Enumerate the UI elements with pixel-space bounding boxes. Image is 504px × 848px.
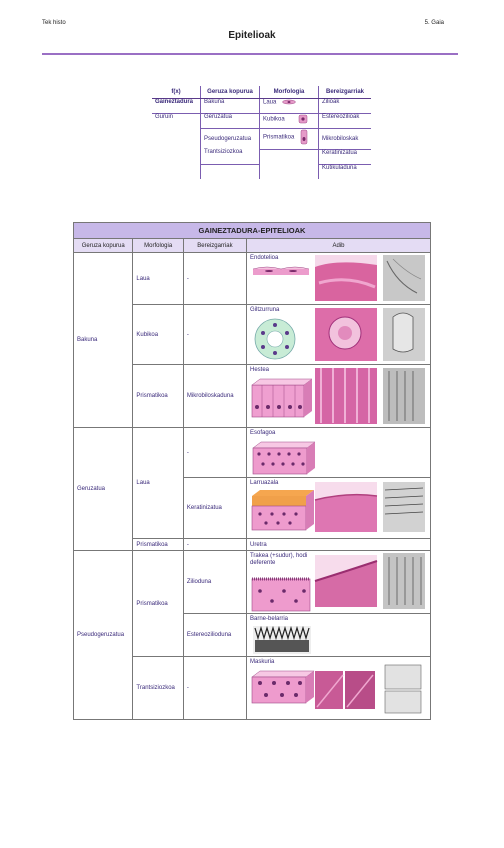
col-bereizgarriak: Bereizgarriak [183, 239, 246, 253]
row-ber: - [183, 539, 246, 551]
row-morf: Kubikoa [133, 305, 183, 365]
summary-geruza-pseudo: Pseudogeruzatua [201, 129, 260, 150]
row-morf: Prismatikoa [133, 365, 183, 428]
row-morf: Laua [133, 253, 183, 305]
example-trakea: Trakea (+sudur), hodi deferente [246, 551, 430, 614]
group-pseudogeruzatua: Pseudogeruzatua [74, 551, 133, 720]
example-maskuria: Maskuria [246, 657, 430, 720]
row-morf: Laua [133, 428, 183, 539]
summary-header-fx: f(x) [152, 86, 201, 99]
summary-table [152, 86, 371, 179]
summary-header-morfologia: Morfologia [260, 86, 319, 99]
summary-ber-keratinizatua: Keratinizatua [319, 149, 372, 164]
group-geruzatua: Geruzatua [74, 428, 133, 551]
row-ber: Mikrobiloskaduna [183, 365, 246, 428]
col-morfologia: Morfologia [133, 239, 183, 253]
summary-header-bereizgarriak: Bereizgarriak [319, 86, 372, 99]
epithelia-table [73, 222, 431, 720]
col-geruza: Geruza kopurua [74, 239, 133, 253]
summary-ber-mikrobiloskak: Mikrobiloskak [319, 129, 372, 150]
summary-fx-gaineztadura: Gaineztadura [152, 99, 201, 114]
cuboidal-cell-icon [298, 114, 308, 124]
summary-geruza-geruzatua: Geruzatua [201, 114, 260, 129]
row-ber: Keratinizatua [183, 478, 246, 539]
example-barne-belarria: Barne-belarria [246, 614, 430, 657]
example-giltzurruna: Giltzurruna [246, 305, 430, 365]
columnar-cell-icon [300, 129, 308, 145]
squamous-cell-icon [282, 99, 296, 105]
row-ber: - [183, 253, 246, 305]
example-esofagoa: Esofagoa [246, 428, 430, 478]
summary-ber-zilioak: Zilioak [319, 99, 372, 114]
row-ber: Estereozilioduna [183, 614, 246, 657]
summary-header-geruza: Geruza kopurua [201, 86, 260, 99]
summary-ber-kutikuladuna: Kutikuladuna [319, 164, 372, 179]
summary-morf-prismatikoa: Prismatikoa [260, 129, 319, 150]
row-morf: Prismatikoa [133, 551, 183, 657]
summary-geruza-bakuna: Bakuna [201, 99, 260, 114]
page-title: Epitelioak [228, 30, 276, 41]
group-bakuna: Bakuna [74, 253, 133, 428]
col-adib: Adib [246, 239, 430, 253]
header-course: Tek histo [42, 20, 66, 26]
row-ber: - [183, 428, 246, 478]
summary-geruza-trantsiziozkoa: Trantsiziozkoa [201, 149, 260, 164]
title-divider [42, 53, 458, 55]
summary-ber-estereozilioak: Estereozilioak [319, 114, 372, 129]
example-endotelioa: Endotelioa [246, 253, 430, 305]
row-ber: Zilioduna [183, 551, 246, 614]
example-larruazala: Larruazala [246, 478, 430, 539]
summary-morf-kubikoa: Kubikoa [260, 114, 319, 129]
table-caption: GAINEZTADURA-EPITELIOAK [74, 223, 431, 239]
bladder-images [247, 657, 430, 719]
example-hestea: Hestea [246, 365, 430, 428]
row-ber: - [183, 657, 246, 720]
row-morf: Prismatikoa [133, 539, 183, 551]
row-morf: Trantsiziozkoa [133, 657, 183, 720]
example-uretra: Uretra [246, 539, 430, 551]
header-unit: 5. Gaia [424, 20, 444, 26]
skin-images [247, 478, 430, 538]
summary-fx-guruin: Guruin [155, 114, 174, 120]
summary-morf-laua: Laua [260, 99, 319, 114]
row-ber: - [183, 305, 246, 365]
intestine-images [247, 365, 430, 427]
